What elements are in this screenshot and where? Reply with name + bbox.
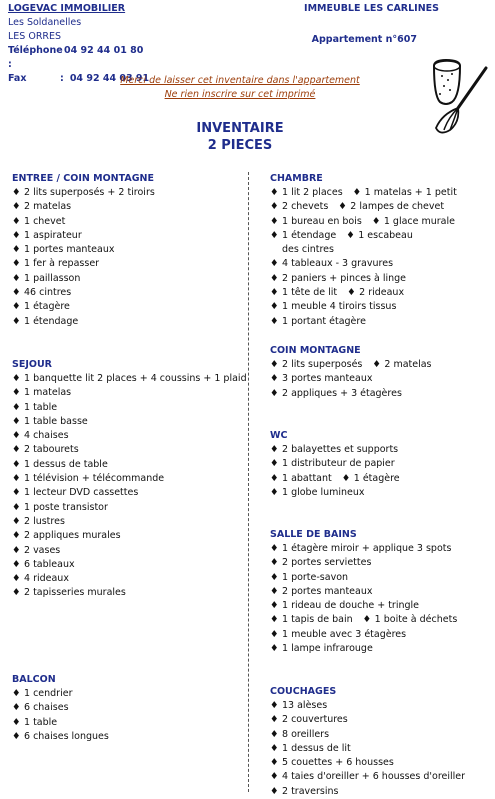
list-item [270, 585, 457, 599]
apartment-number: Appartement n°607 [311, 34, 417, 45]
list-item [12, 257, 155, 271]
bullet-icon: ♦ [270, 201, 279, 213]
bullet-icon: ♦ [12, 558, 21, 570]
section-title-chambre: CHAMBRE [270, 173, 323, 184]
bullet-icon: ♦ [270, 614, 279, 626]
section-salle-de-bains [270, 528, 457, 656]
list-item-text: 1 lit 2 places [282, 187, 343, 198]
list-item-text: 2 appliques murales [24, 530, 121, 542]
phone-row [8, 44, 149, 72]
bullet-icon: ♦ [270, 187, 279, 198]
bullet-icon: ♦ [12, 501, 21, 513]
bullet-icon: ♦ [12, 415, 21, 427]
list-item [270, 556, 457, 570]
list-item-text: 1 étendage [24, 315, 79, 327]
bullet-icon: ♦ [12, 544, 21, 556]
bullet-icon: ♦ [270, 472, 279, 484]
list-item [12, 415, 247, 429]
list-item-text: 4 rideaux [24, 573, 69, 585]
list-couchages [270, 699, 465, 799]
list-item-text: 5 couettes + 6 housses [282, 757, 394, 769]
list-item [270, 642, 457, 656]
list-item [270, 542, 457, 556]
list-item [270, 358, 432, 372]
bullet-icon: ♦ [12, 301, 21, 313]
list-item-text: 1 dessus de lit [282, 742, 351, 754]
list-item-text: 2 tabourets [24, 444, 79, 456]
list-item-text: 1 glace murale [383, 215, 455, 227]
list-item [12, 272, 155, 286]
list-item [12, 472, 247, 486]
list-item-text: 1 escabeau [358, 229, 413, 241]
list-item-text: 8 oreillers [282, 728, 330, 740]
fax-separator: : [60, 73, 64, 84]
fax-label: Fax [8, 73, 27, 84]
list-item [270, 785, 465, 799]
list-item [270, 756, 465, 770]
bullet-icon: ♦ [12, 573, 21, 585]
bullet-icon: ♦ [270, 315, 279, 327]
list-item [270, 699, 465, 713]
list-item-text: 1 paillasson [24, 272, 81, 284]
notice-line-2: Ne rien inscrire sur cet imprimé [164, 89, 316, 100]
bullet-icon: ♦ [270, 700, 279, 711]
list-item-text: 1 portes manteaux [24, 244, 115, 256]
list-item [270, 215, 457, 229]
list-item [270, 742, 465, 756]
section-title-sejour: SEJOUR [12, 359, 52, 370]
list-item-text: 1 abattant [282, 472, 332, 484]
page-title: INVENTAIRE [196, 121, 284, 136]
list-item-text: 1 chevet [24, 215, 66, 227]
bullet-icon: ♦ [12, 215, 21, 227]
list-item [12, 458, 247, 472]
bullet-icon: ♦ [12, 473, 21, 485]
bullet-icon: ♦ [270, 272, 279, 284]
fax-number: 04 92 44 03 91 [69, 73, 150, 84]
list-item [12, 200, 155, 214]
list-item [270, 486, 400, 500]
bullet-icon: ♦ [270, 585, 279, 597]
bullet-icon: ♦ [338, 201, 347, 213]
list-salle-de-bains [270, 542, 457, 656]
bullet-icon: ♦ [12, 702, 21, 714]
bullet-icon: ♦ [270, 643, 279, 655]
list-item-text: des cintres [282, 244, 334, 256]
list-item [270, 571, 457, 585]
list-item [270, 272, 457, 286]
list-item [270, 628, 457, 642]
bullet-icon: ♦ [12, 287, 21, 299]
bullet-icon: ♦ [12, 201, 21, 213]
list-item-text: 1 table basse [24, 415, 88, 427]
list-item-text: 1 globe lumineux [282, 486, 365, 498]
address-line-1: Les Soldanelles [8, 17, 82, 28]
bullet-icon: ♦ [12, 373, 21, 384]
bullet-icon: ♦ [270, 458, 279, 470]
list-item [270, 243, 457, 257]
bullet-icon: ♦ [12, 730, 21, 742]
bullet-icon: ♦ [371, 215, 381, 227]
list-item [270, 457, 400, 471]
list-item-text: 2 portes serviettes [282, 557, 372, 569]
list-item [12, 186, 155, 200]
bullet-icon: ♦ [341, 472, 351, 484]
list-item [12, 300, 155, 314]
bullet-icon: ♦ [12, 688, 21, 699]
section-sejour [12, 358, 247, 601]
list-item-text: 1 meuble 4 tiroirs tissus [282, 301, 397, 313]
list-item-text: 2 traversins [282, 785, 339, 797]
list-item-text: 1 boite à déchets [374, 614, 458, 626]
list-item-text: 1 dessus de table [24, 458, 108, 470]
list-item-text: 2 rideaux [359, 287, 405, 299]
bullet-icon: ♦ [12, 587, 21, 599]
list-item-text: 4 chaises [24, 430, 69, 442]
section-wc [270, 429, 400, 500]
bullet-icon: ♦ [270, 785, 279, 797]
list-chambre [270, 186, 457, 329]
list-item [270, 315, 457, 329]
list-item [12, 429, 247, 443]
list-entree [12, 186, 155, 329]
list-item-text: 1 tapis de bain [282, 614, 353, 626]
list-item-text: 1 tête de lit [282, 287, 338, 299]
list-item-text: 6 chaises [24, 702, 69, 714]
list-item-text: 1 table [24, 716, 58, 728]
bullet-icon: ♦ [270, 728, 279, 740]
bullet-icon: ♦ [346, 229, 355, 241]
list-item [12, 529, 247, 543]
list-coin-montagne [270, 358, 432, 401]
list-item [12, 486, 247, 500]
list-item [270, 472, 400, 486]
bullet-icon: ♦ [270, 373, 279, 385]
bullet-icon: ♦ [12, 387, 21, 399]
list-item-text: 4 taies d'oreiller + 6 housses d'oreiller [282, 771, 466, 783]
bullet-icon: ♦ [270, 287, 279, 299]
list-item-text: 2 lits superposés + 2 tiroirs [24, 187, 155, 198]
bullet-icon: ♦ [12, 444, 21, 456]
list-item [12, 386, 247, 400]
list-item [12, 544, 247, 558]
bullet-icon: ♦ [12, 272, 21, 284]
bullet-icon: ♦ [270, 258, 279, 270]
list-item [270, 613, 457, 627]
list-item-text: 1 cendrier [24, 688, 73, 699]
list-item-text: 1 télévision + télécommande [24, 473, 165, 485]
bullet-icon: ♦ [12, 430, 21, 442]
bullet-icon: ♦ [362, 614, 372, 626]
list-item [12, 443, 247, 457]
list-item-text: 1 meuble avec 3 étagères [282, 628, 407, 640]
list-item [12, 701, 109, 715]
company-name: LOGEVAC IMMOBILIER [8, 3, 126, 14]
list-item-text: 2 appliques + 3 étagères [282, 387, 402, 399]
list-item-text: 3 portes manteaux [282, 373, 373, 385]
list-item-text: 1 poste transistor [24, 501, 108, 513]
bullet-icon: ♦ [12, 458, 21, 470]
bullet-icon: ♦ [12, 229, 21, 241]
list-wc [270, 443, 400, 500]
list-item-text: 1 portant étagère [282, 315, 366, 327]
list-item-text: 13 alèses [282, 700, 328, 711]
list-item-text: 2 lampes de chevet [350, 201, 445, 213]
list-item-text: 1 aspirateur [24, 229, 82, 241]
list-item-text: 1 lecteur DVD cassettes [24, 487, 139, 499]
section-title-balcon: BALCON [12, 674, 56, 685]
list-item-text: 2 matelas [384, 359, 432, 370]
bullet-icon: ♦ [270, 557, 279, 569]
list-item-text: 1 étendage [282, 229, 337, 241]
list-balcon [12, 687, 109, 744]
bullet-icon: ♦ [270, 628, 279, 640]
bullet-icon: ♦ [12, 315, 21, 327]
address-line-2: LES ORRES [8, 31, 62, 42]
section-balcon [12, 673, 109, 744]
list-item-text: 2 lustres [24, 515, 65, 527]
list-item-text: 6 tableaux [24, 558, 75, 570]
list-item-text: 1 étagère [353, 472, 400, 484]
section-title-couchages: COUCHAGES [270, 686, 337, 697]
bullet-icon: ♦ [12, 716, 21, 728]
list-item [12, 215, 155, 229]
list-item [270, 286, 457, 300]
list-item-text: 1 étagère [24, 301, 70, 313]
list-item [12, 401, 247, 415]
bullet-icon: ♦ [352, 187, 362, 198]
bullet-icon: ♦ [12, 487, 21, 499]
list-item-text: 46 cintres [24, 287, 72, 299]
list-item [270, 257, 457, 271]
bullet-icon: ♦ [270, 742, 279, 754]
list-item-text: 1 matelas + 1 petit [364, 187, 457, 198]
column-divider [248, 172, 249, 792]
list-item-text: 2 matelas [24, 201, 72, 213]
list-item [12, 572, 247, 586]
bullet-icon: ♦ [270, 600, 279, 612]
list-item-text: 1 lampe infrarouge [282, 643, 373, 655]
list-item [12, 372, 247, 386]
bullet-icon: ♦ [12, 244, 21, 256]
list-item [270, 186, 457, 200]
list-item [12, 586, 247, 600]
bullet-icon: ♦ [12, 187, 21, 198]
list-item [12, 716, 109, 730]
list-item-text: 1 rideau de douche + tringle [282, 600, 419, 612]
list-item [270, 387, 432, 401]
section-title-wc: WC [270, 430, 288, 441]
bullet-icon: ♦ [12, 515, 21, 527]
notice-line-1: Merci de laisser cet inventaire dans l'appartement [120, 75, 360, 86]
whisk-bowl-icon [428, 56, 490, 136]
list-item-text: 2 couvertures [282, 714, 348, 726]
list-item-text: 1 étagère miroir + applique 3 spots [282, 543, 452, 554]
bullet-icon: ♦ [270, 215, 279, 227]
list-item-text: 1 banquette lit 2 places + 4 coussins + 1 plaid [24, 373, 247, 384]
section-coin-montagne [270, 344, 432, 401]
list-item [270, 300, 457, 314]
list-item [270, 713, 465, 727]
list-item-text: 2 paniers + pinces à linge [282, 272, 407, 284]
list-item [12, 558, 247, 572]
list-item [270, 599, 457, 613]
list-item [12, 687, 109, 701]
bullet-icon: ♦ [372, 359, 381, 370]
bullet-icon: ♦ [270, 229, 279, 241]
bullet-icon: ♦ [12, 401, 21, 413]
list-item-text: 2 tapisseries murales [24, 587, 126, 599]
agency-block [8, 2, 149, 86]
list-item [270, 443, 400, 457]
list-item-text: 2 portes manteaux [282, 585, 373, 597]
list-item-text: 1 bureau en bois [282, 215, 362, 227]
list-item-text: 4 tableaux - 3 gravures [282, 258, 394, 270]
bullet-icon: ♦ [270, 359, 279, 370]
section-entree [12, 172, 155, 329]
list-item-text: 2 vases [24, 544, 61, 556]
list-item-text: 1 matelas [24, 387, 72, 399]
bullet-icon: ♦ [12, 530, 21, 542]
list-item [12, 315, 155, 329]
list-item-text: 1 porte-savon [282, 571, 349, 583]
list-sejour [12, 372, 247, 601]
list-item [12, 730, 109, 744]
bullet-icon: ♦ [12, 258, 21, 270]
bullet-icon: ♦ [270, 757, 279, 769]
section-title-salle-de-bains: SALLE DE BAINS [270, 529, 357, 540]
bullet-icon: ♦ [270, 543, 279, 554]
section-couchages [270, 685, 465, 799]
list-item [270, 229, 457, 243]
list-item [12, 501, 247, 515]
bullet-icon: ♦ [270, 387, 279, 399]
building-name: IMMEUBLE LES CARLINES [304, 3, 439, 14]
bullet-icon: ♦ [270, 444, 279, 455]
list-item-text: 6 chaises longues [24, 730, 109, 742]
list-item [270, 200, 457, 214]
bullet-icon: ♦ [270, 771, 279, 783]
bullet-icon: ♦ [270, 486, 279, 498]
phone-number: 04 92 44 01 80 [64, 45, 144, 56]
list-item [270, 372, 432, 386]
page-subtitle: 2 PIECES [207, 138, 273, 153]
list-item [12, 286, 155, 300]
list-item [270, 770, 465, 784]
list-item [12, 229, 155, 243]
list-item-text: 2 lits superposés [282, 359, 363, 370]
list-item [12, 515, 247, 529]
list-item [12, 243, 155, 257]
bullet-icon: ♦ [270, 571, 279, 583]
section-title-coin-montagne: COIN MONTAGNE [270, 345, 361, 356]
bullet-icon: ♦ [347, 287, 356, 299]
list-item-text: 2 balayettes et supports [282, 444, 399, 455]
section-title-entree: ENTREE / COIN MONTAGNE [12, 173, 154, 184]
section-chambre [270, 172, 457, 329]
list-item-text: 1 distributeur de papier [282, 458, 395, 470]
list-item-text: 2 chevets [282, 201, 329, 213]
bullet-icon: ♦ [270, 301, 279, 313]
list-item-text: 1 fer à repasser [24, 258, 100, 270]
phone-label: Téléphone : [8, 45, 63, 70]
bullet-icon: ♦ [270, 714, 279, 726]
list-item [270, 728, 465, 742]
list-item-text: 1 table [24, 401, 58, 413]
